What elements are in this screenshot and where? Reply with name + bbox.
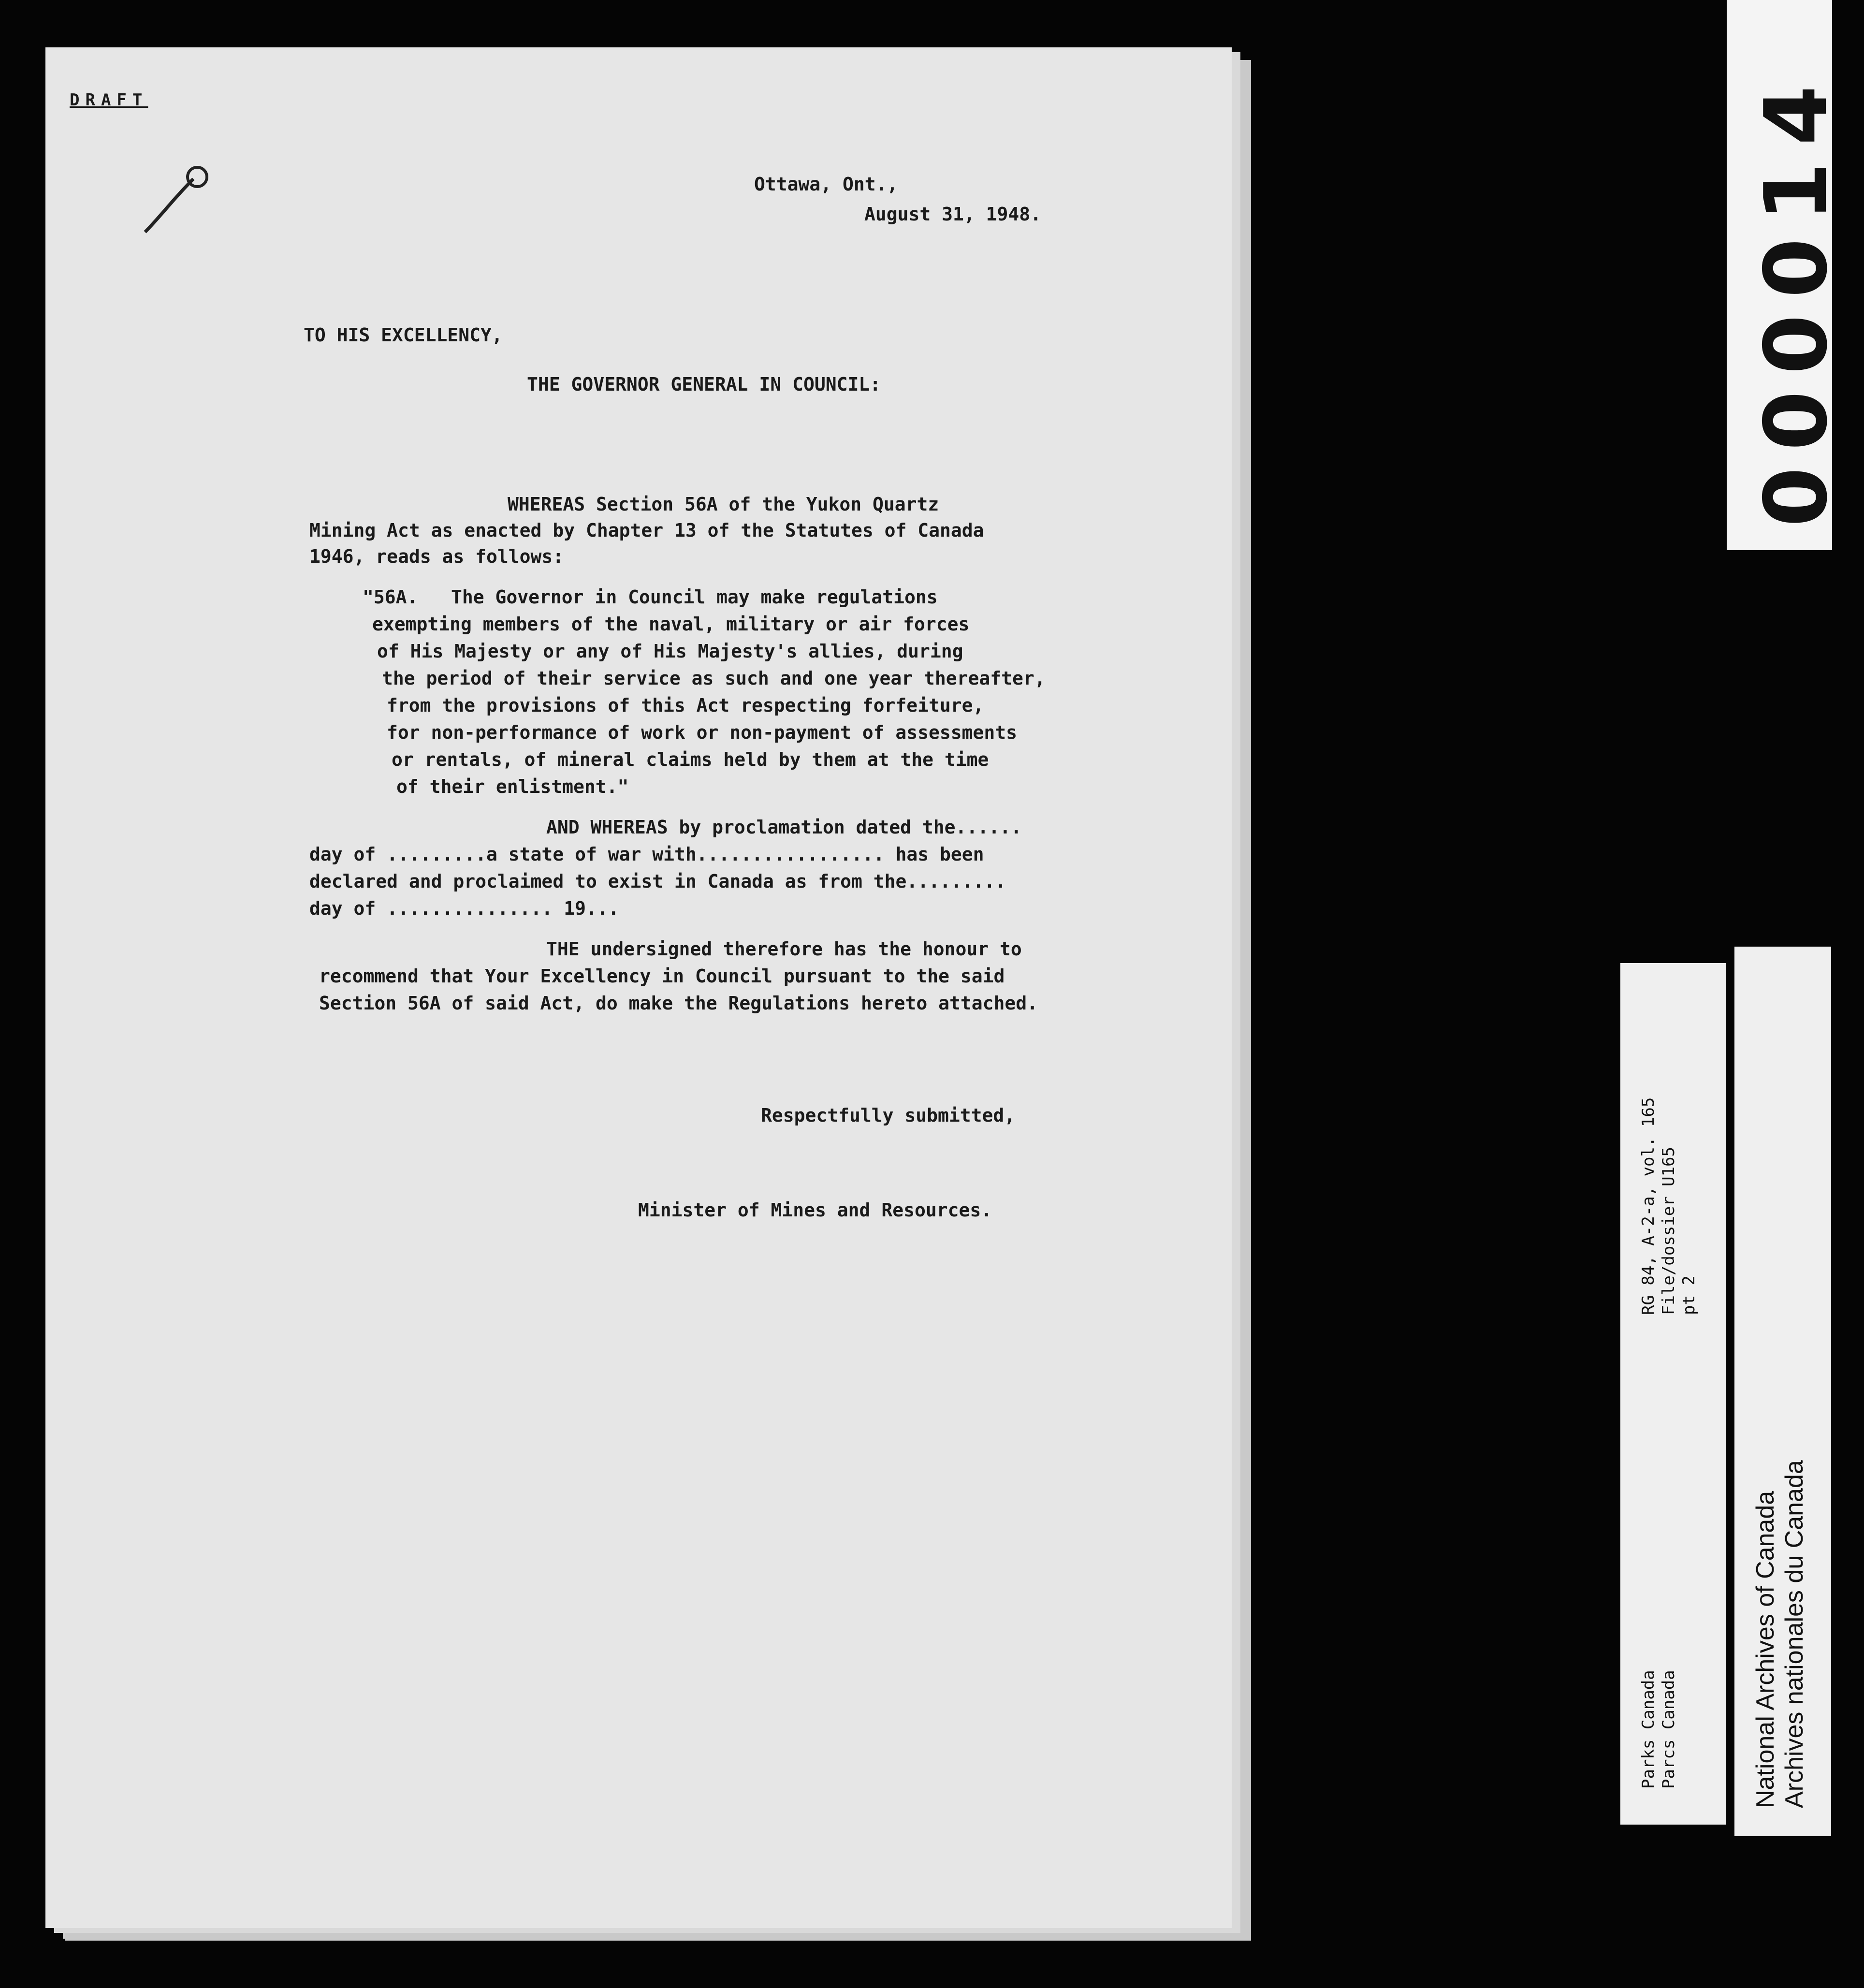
quote-line: of His Majesty or any of His Majesty's allies, during [377, 641, 963, 662]
roll-number: 000014 [1746, 69, 1846, 527]
proclamation-line: day of ............... 19... [309, 898, 619, 919]
address-line-2: THE GOVERNOR GENERAL IN COUNCIL: [527, 374, 881, 395]
quote-line: or rentals, of mineral claims held by them at the time [392, 749, 989, 770]
handwritten-check-mark [140, 164, 218, 242]
proclamation-line: day of .........a state of war with................. has been [309, 844, 984, 865]
closing-submitted: Respectfully submitted, [761, 1105, 1016, 1126]
whereas-line: Mining Act as enacted by Chapter 13 of the Statutes of Canada [309, 520, 984, 541]
draft-stamp: DRAFT [70, 90, 148, 110]
address-line-1: TO HIS EXCELLENCY, [304, 324, 503, 346]
date-line: August 31, 1948. [864, 204, 1042, 225]
proclamation-line: declared and proclaimed to exist in Canada as from the......... [309, 871, 1006, 892]
quote-line: from the provisions of this Act respecting forfeiture, [387, 695, 984, 716]
quote-line: for non-performance of work or non-payment of assessments [387, 722, 1018, 743]
agency-line: Parks Canada [1639, 1670, 1658, 1789]
agency-line: Parcs Canada [1659, 1670, 1678, 1789]
whereas-line: WHEREAS Section 56A of the Yukon Quartz [508, 494, 939, 515]
whereas-line: 1946, reads as follows: [309, 546, 564, 567]
archives-name-fr: Archives nationales du Canada [1780, 1460, 1808, 1808]
proclamation-line: AND WHEREAS by proclamation dated the...... [546, 817, 1022, 838]
reference-line: RG 84, A-2-a, vol. 165 [1639, 1097, 1658, 1315]
quote-line: "56A. The Governor in Council may make regulations [363, 586, 938, 608]
recommendation-line: THE undersigned therefore has the honour to [546, 938, 1022, 960]
recommendation-line: recommend that Your Excellency in Council pursuant to the said [319, 965, 1005, 987]
reference-line: File/dossier U165 [1659, 1147, 1678, 1315]
quote-line: of their enlistment." [396, 776, 629, 797]
recommendation-line: Section 56A of said Act, do make the Regulations hereto attached. [319, 993, 1038, 1014]
signer-title: Minister of Mines and Resources. [638, 1199, 992, 1221]
date-place: Ottawa, Ont., [754, 174, 898, 195]
quote-line: exempting members of the naval, military or air forces [372, 614, 970, 635]
archives-name-en: National Archives of Canada [1751, 1491, 1779, 1808]
reference-line: pt 2 [1679, 1275, 1699, 1315]
quote-line: the period of their service as such and one year thereafter, [382, 668, 1046, 689]
